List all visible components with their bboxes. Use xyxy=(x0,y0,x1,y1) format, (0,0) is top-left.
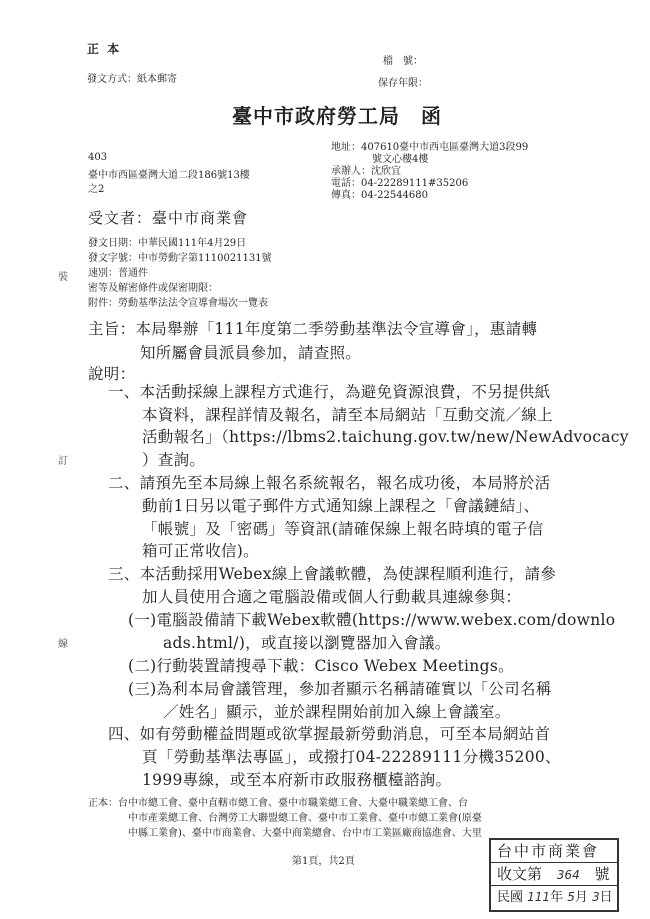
copy-mark: 正 本 xyxy=(87,42,122,56)
stamp-date-day-label: 日 xyxy=(599,890,613,905)
explain-line: (二)行動裝置請搜尋下載：Cisco Webex Meetings。 xyxy=(128,657,514,675)
file-number: 檔 號： xyxy=(383,56,423,67)
explain-line: ／姓名」顯示，並於課程開始前加入線上會議室。 xyxy=(163,703,511,721)
sender-contact: 承辦人：沈欣宜 xyxy=(331,166,401,177)
margin-mark-bind: 裝 xyxy=(58,272,68,283)
distribution-line: 中縣工業會)、臺中市商業會、大臺中商業總會、台中市工業區廠商協進會、大里 xyxy=(128,828,482,839)
explain-line: 箱可正常收信)。 xyxy=(142,542,259,560)
explain-line: 三、本活動採用Webex線上會議軟體，為使課程順利進行，請參 xyxy=(108,565,557,583)
stamp-org: 台中市商業會 xyxy=(491,840,617,863)
subject-line-2: 知所屬會員派員參加，請查照。 xyxy=(140,344,362,362)
explain-line: 1999專線，或至本府新市政服務櫃檯諮詢。 xyxy=(142,771,452,789)
stamp-received-suffix: 號 xyxy=(594,865,610,883)
retention-period: 保存年限： xyxy=(378,78,428,89)
stamp-date-day: 3 xyxy=(592,890,600,904)
attachment: 附件：勞動基準法法令宣導會場次一覽表 xyxy=(88,298,268,309)
page-number: 第1頁，共2頁 xyxy=(292,856,355,867)
explain-line: ）查詢。 xyxy=(142,451,206,469)
stamp-date-year: 111 xyxy=(527,890,551,904)
recipient-address-line2: 之2 xyxy=(88,184,105,195)
urgency: 速別：普通件 xyxy=(88,268,148,279)
sender-address-1: 地址：407610臺中市西屯區臺灣大道3段99 xyxy=(331,142,529,153)
send-method: 發文方式：紙本郵寄 xyxy=(87,74,177,85)
sender-address-2: 號文心樓4樓 xyxy=(372,154,429,165)
explain-line: 頁「勞動基準法專區」，或撥打04-22289111分機35200、 xyxy=(142,748,561,766)
addressee: 受文者：臺中市商業會 xyxy=(88,209,249,227)
explain-line: 四、如有勞動權益問題或欲掌握最新勞動消息，可至本局網站首 xyxy=(108,725,551,743)
sender-fax: 傳真：04-22544680 xyxy=(331,190,429,201)
issue-number: 發文字號：中市勞動字第1110021131號 xyxy=(88,253,272,264)
document-title: 臺中市政府勞工局 函 xyxy=(232,104,442,128)
explain-line: 二、請預先至本局線上報名系統報名，報名成功後，本局將於活 xyxy=(108,474,551,492)
distribution-line: 正本：台中市總工會、臺中直轄市總工會、臺中市職業總工會、大臺中職業總工會、台 xyxy=(88,798,468,809)
recipient-address-line1: 臺中市西區臺灣大道二段186號13樓 xyxy=(88,170,250,181)
stamp-received-row xyxy=(491,863,617,886)
distribution-line: 中市產業總工會、台灣勞工大聯盟總工會、臺中市工業會、臺中市總工業會(原臺 xyxy=(128,813,482,824)
explain-line: 「帳號」及「密碼」等資訊(請確保線上報名時填的電子信 xyxy=(142,520,544,538)
explain-line: 一、本活動採線上課程方式進行，為避免資源浪費，不另提供紙 xyxy=(108,383,551,401)
explain-line: (三)為利本局會議管理，參加者顯示名稱請確實以「公司名稱 xyxy=(128,680,552,698)
issue-date: 發文日期：中華民國111年4月29日 xyxy=(88,238,247,249)
explain-line: (一)電腦設備請下載Webex軟體(https://www.webex.com/downlo xyxy=(128,611,616,629)
sender-phone: 電話：04-22289111#35206 xyxy=(331,178,469,189)
stamp-date-year-label: 年 xyxy=(550,890,564,905)
stamp-date-row xyxy=(491,886,617,908)
margin-mark-line: 線 xyxy=(58,639,68,650)
explain-line: 動前1日另以電子郵件方式通知線上課程之「會議鏈結」、 xyxy=(142,497,540,515)
explain-line: ads.html/)，或直接以瀏覽器加入會議。 xyxy=(163,634,451,652)
stamp-date-month: 5 xyxy=(567,890,575,904)
stamp-date-prefix: 民國 xyxy=(497,890,524,905)
stamp-received-number: 364 xyxy=(556,868,580,882)
subject-line-1: 主旨：本局舉辦「111年度第二季勞動基準法令宣導會」，惠請轉 xyxy=(88,320,538,338)
receipt-stamp xyxy=(489,838,619,912)
recipient-postal: 403 xyxy=(88,152,108,163)
stamp-received-prefix: 收文第 xyxy=(497,865,543,883)
explain-label: 說明： xyxy=(88,365,136,383)
explain-line: 活動報名」（https://lbms2.taichung.gov.tw/new/NewAdvocacy xyxy=(142,428,629,446)
classification: 密等及解密條件或保密期限： xyxy=(88,283,218,294)
stamp-date-month-label: 月 xyxy=(574,890,588,905)
explain-line: 加人員使用合適之電腦設備或個人行動載具連線參與： xyxy=(142,588,522,606)
explain-line: 本資料，課程詳情及報名，請至本局網站「互動交流／線上 xyxy=(142,406,553,424)
margin-mark-staple: 訂 xyxy=(58,456,68,467)
